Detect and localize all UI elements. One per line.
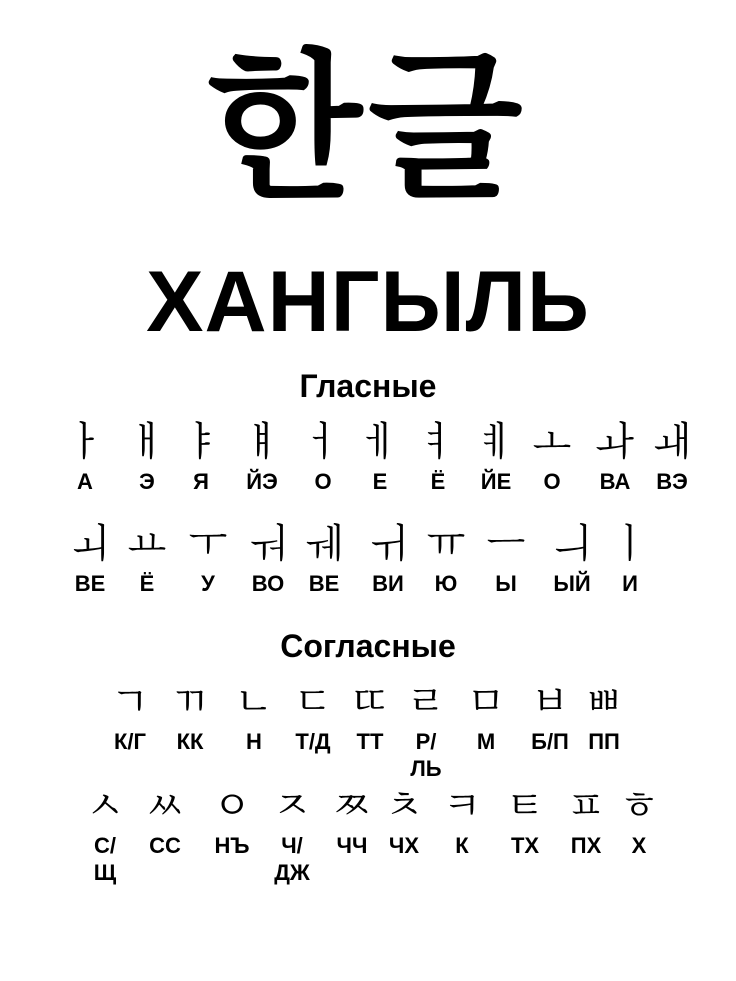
hangul-letter: ㅣ xyxy=(610,521,650,567)
hangul-letter: ㅒ xyxy=(242,419,282,465)
russian-transcription: О xyxy=(314,469,332,494)
letter-cell xyxy=(642,420,702,495)
consonant-row xyxy=(0,784,736,914)
letter-cell xyxy=(224,680,284,755)
hangul-letter: ㅡ xyxy=(486,521,526,567)
hangul-letter: ㅂ xyxy=(530,679,570,725)
hangul-letter: ㄱ xyxy=(110,679,150,725)
letter-cell xyxy=(520,680,580,755)
letter-cell xyxy=(358,522,418,597)
hangul-letter: ㅅ xyxy=(85,783,125,829)
letter-cell xyxy=(294,522,354,597)
hangul-letter: ㅝ xyxy=(248,521,288,567)
hangul-letter: ㅘ xyxy=(595,419,635,465)
russian-transcription: ВО xyxy=(251,571,285,596)
russian-transcription: И xyxy=(622,571,638,596)
hangul-letter: ㅃ xyxy=(584,679,624,725)
hangul-letter: ㄹ xyxy=(406,679,446,725)
russian-transcription: С/ Щ xyxy=(93,833,117,885)
russian-transcription: НЪ xyxy=(214,833,250,858)
letter-cell xyxy=(293,420,353,495)
russian-transcription: ПП xyxy=(588,729,620,754)
letter-cell xyxy=(574,680,634,755)
hangul-letter: ㅕ xyxy=(418,419,458,465)
russian-transcription: ВА xyxy=(599,469,631,494)
letter-cell xyxy=(283,680,343,755)
letter-cell xyxy=(171,420,231,495)
vowels-heading: Гласные xyxy=(299,368,437,404)
russian-transcription: Ы xyxy=(495,571,517,596)
letter-cell xyxy=(466,420,526,495)
russian-transcription: Х xyxy=(631,833,647,858)
russian-transcription: ВЭ xyxy=(656,469,688,494)
consonants-heading: Согласные xyxy=(280,628,456,664)
letter-cell xyxy=(238,522,298,597)
letter-cell xyxy=(396,680,456,782)
letter-cell xyxy=(232,420,292,495)
hangul-letter: ㅓ xyxy=(303,419,343,465)
hangul-letter: ㅔ xyxy=(360,419,400,465)
hangul-letter: ㅖ xyxy=(476,419,516,465)
russian-transcription: Ю xyxy=(434,571,458,596)
letter-cell xyxy=(476,522,536,597)
hangul-letter: ㅊ xyxy=(384,783,424,829)
russian-transcription: ЧЧ xyxy=(336,833,368,858)
russian-transcription: ТХ xyxy=(510,833,540,858)
russian-transcription: ВЕ xyxy=(308,571,340,596)
russian-transcription: К/Г xyxy=(113,729,146,754)
hangul-letter: ㅙ xyxy=(652,419,692,465)
letter-cell xyxy=(432,784,492,859)
hangul-letter: ㅗ xyxy=(532,419,572,465)
hangul-letter: ㄷ xyxy=(293,679,333,725)
letter-cell xyxy=(202,784,262,859)
letter-cell xyxy=(262,784,322,886)
hangul-letter: ㅈ xyxy=(272,783,312,829)
letter-cell xyxy=(585,420,645,495)
letter-cell xyxy=(117,522,177,597)
russian-transcription: ПХ xyxy=(570,833,602,858)
letter-cell xyxy=(600,522,660,597)
russian-transcription: Я xyxy=(193,469,209,494)
russian-transcription: Э xyxy=(139,469,155,494)
hangul-letter: ㅠ xyxy=(426,521,466,567)
letter-cell xyxy=(340,680,400,755)
hangul-letter: ㅚ xyxy=(70,521,110,567)
hangul-letter: ㅑ xyxy=(181,419,221,465)
russian-title: ХАНГЫЛЬ xyxy=(146,254,590,350)
hangul-letter: ㅌ xyxy=(505,783,545,829)
hangul-letter: ㅇ xyxy=(212,783,252,829)
hangul-letter: ㅏ xyxy=(65,419,105,465)
letter-cell xyxy=(408,420,468,495)
russian-transcription: Ё xyxy=(430,469,446,494)
korean-title: 한글 xyxy=(207,34,529,221)
russian-transcription: А xyxy=(77,469,93,494)
letter-cell xyxy=(60,522,120,597)
hangul-letter: ㅞ xyxy=(304,521,344,567)
russian-transcription: ЧХ xyxy=(388,833,420,858)
hangul-letter: ㅍ xyxy=(566,783,606,829)
letter-cell xyxy=(374,784,434,859)
letter-cell xyxy=(55,420,115,495)
hangul-letter: ㄸ xyxy=(350,679,390,725)
letter-cell xyxy=(542,522,602,597)
russian-transcription: ВЕ xyxy=(74,571,106,596)
russian-transcription: ТТ xyxy=(356,729,384,754)
hangul-letter: ㅆ xyxy=(145,783,185,829)
hangul-letter: ㅛ xyxy=(127,521,167,567)
russian-transcription: Е xyxy=(372,469,388,494)
letter-cell xyxy=(522,420,582,495)
hangul-letter: ㅉ xyxy=(332,783,372,829)
russian-transcription: ЫЙ xyxy=(553,571,591,596)
russian-transcription: О xyxy=(543,469,561,494)
letter-cell xyxy=(322,784,382,859)
hangul-letter: ㄲ xyxy=(170,679,210,725)
russian-transcription: ВИ xyxy=(372,571,404,596)
letter-cell xyxy=(117,420,177,495)
hangul-letter: ㅋ xyxy=(442,783,482,829)
letter-cell xyxy=(178,522,238,597)
hangul-letter: ㅟ xyxy=(368,521,408,567)
letter-cell xyxy=(456,680,516,755)
letter-cell xyxy=(75,784,135,886)
hangul-letter: ㅢ xyxy=(552,521,592,567)
letter-cell xyxy=(416,522,476,597)
hangul-letter: ㅜ xyxy=(188,521,228,567)
russian-transcription: У xyxy=(201,571,215,596)
letter-cell xyxy=(556,784,616,859)
letter-cell xyxy=(135,784,195,859)
russian-transcription: К xyxy=(455,833,469,858)
russian-transcription: Б/П xyxy=(531,729,569,754)
hangul-letter: ㅐ xyxy=(127,419,167,465)
hangul-letter: ㅎ xyxy=(619,783,659,829)
russian-transcription: Ё xyxy=(139,571,155,596)
russian-transcription: Р/ ЛЬ xyxy=(410,729,442,781)
letter-cell xyxy=(350,420,410,495)
russian-transcription: КК xyxy=(176,729,204,754)
russian-transcription: ЙЭ xyxy=(246,469,278,494)
russian-transcription: Н xyxy=(246,729,262,754)
letter-cell xyxy=(160,680,220,755)
letter-cell xyxy=(609,784,669,859)
russian-transcription: Ч/ ДЖ xyxy=(274,833,310,885)
russian-transcription: М xyxy=(476,729,496,754)
russian-transcription: ЙЕ xyxy=(480,469,512,494)
hangul-letter: ㄴ xyxy=(234,679,274,725)
letter-cell xyxy=(495,784,555,859)
russian-transcription: СС xyxy=(149,833,181,858)
letter-cell xyxy=(100,680,160,755)
russian-transcription: Т/Д xyxy=(295,729,331,754)
hangul-letter: ㅁ xyxy=(466,679,506,725)
